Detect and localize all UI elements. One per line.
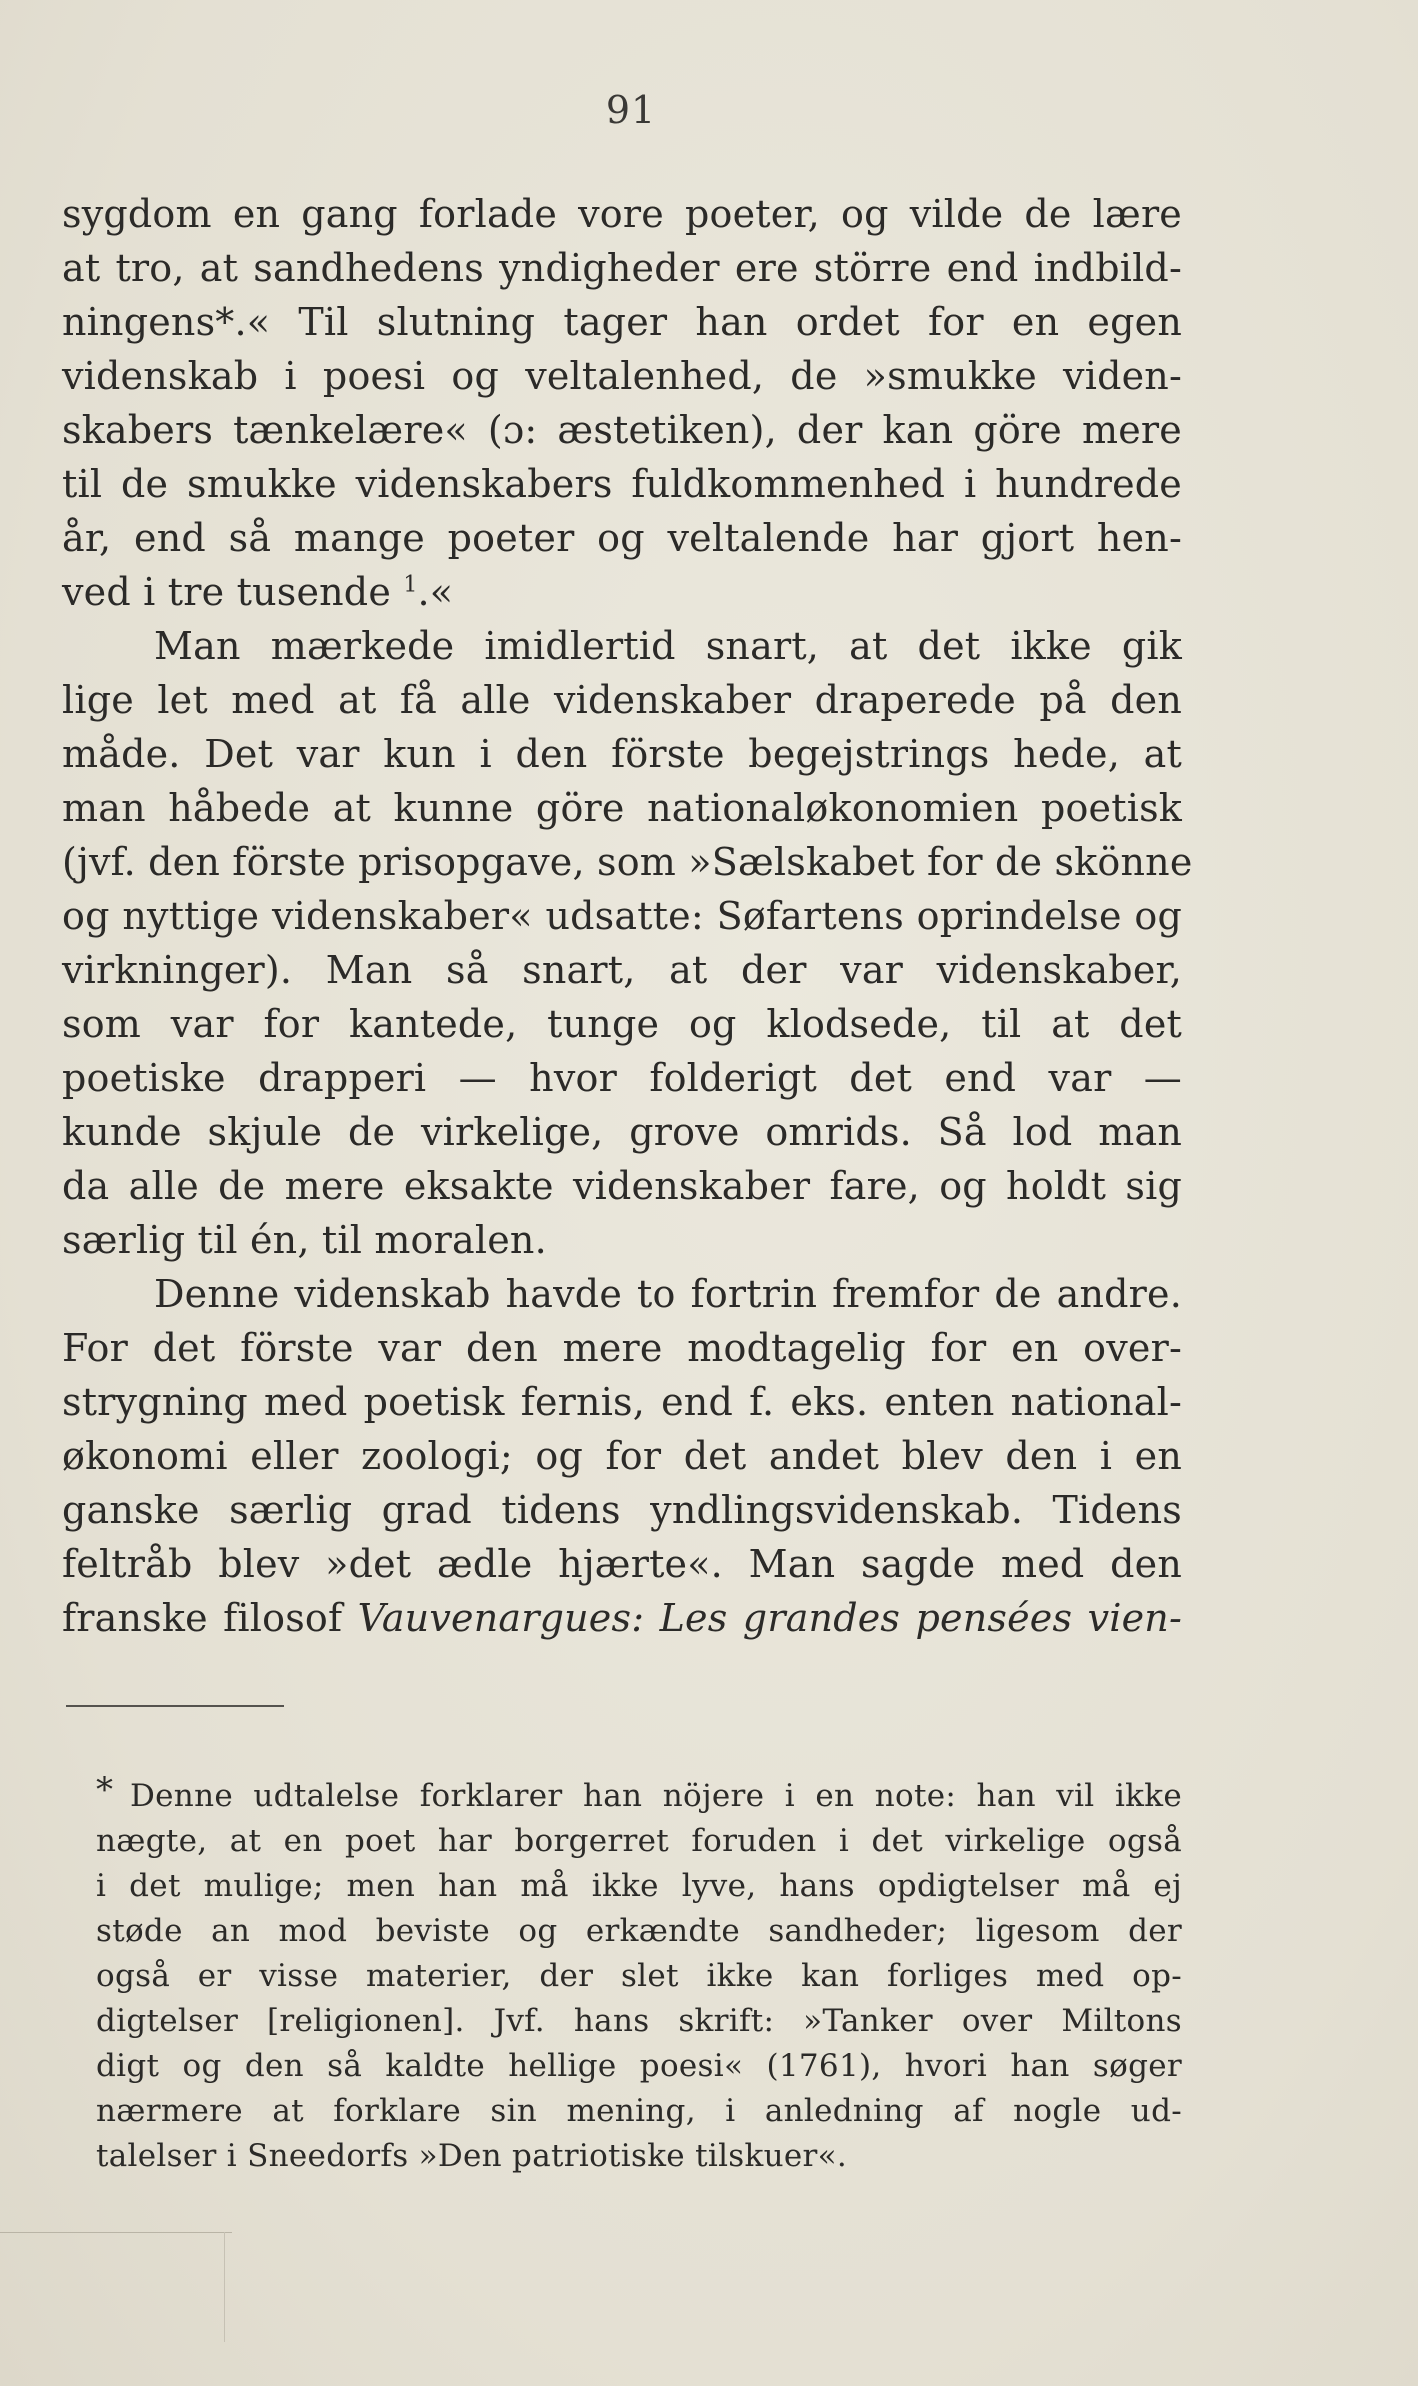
footnote-separator: [66, 1705, 284, 1707]
text-fragment: franske filosof: [62, 1596, 343, 1640]
text-line: [62, 1591, 1182, 1645]
text-line: til de smukke videnskabers fuldkommenhed i hundrede: [62, 462, 1182, 506]
footnote-line: også er visse materier, der slet ikke kan forliges med op-: [96, 1958, 1182, 1994]
footnote-line: støde an mod beviste og erkændte sandheder; ligesom der: [96, 1913, 1182, 1949]
text-line: lige let med at få alle videnskaber draperede på den: [62, 678, 1182, 722]
text-line: [62, 565, 1182, 619]
footnote-reference: 1: [403, 572, 418, 598]
paragraph-3: [62, 1267, 1182, 1645]
paragraph-2: [62, 619, 1193, 1267]
text-line: ganske særlig grad tidens yndlingsvidenskab. Tidens: [62, 1488, 1182, 1532]
text-line: sygdom en gang forlade vore poeter, og vilde de lære: [62, 192, 1182, 236]
text-line: skabers tænkelære« (ɔ: æstetiken), der kan göre mere: [62, 408, 1182, 452]
text-line: For det förste var den mere modtagelig for en over-: [62, 1326, 1182, 1370]
text-line: feltråb blev »det ædle hjærte«. Man sagde med den: [62, 1542, 1182, 1586]
text-line: da alle de mere eksakte videnskaber fare, og holdt sig: [62, 1164, 1182, 1208]
text-line: år, end så mange poeter og veltalende har gjort hen-: [62, 516, 1182, 560]
footnote-line: talelser i Sneedorfs »Den patriotiske tilskuer«.: [96, 2138, 848, 2174]
footnote-line: Denne udtalelse forklarer han nöjere i en note: han vil ikke: [130, 1778, 1182, 1814]
text-line: som var for kantede, tunge og klodsede, til at det: [62, 1002, 1182, 1046]
italic-quote: Vauvenargues: Les grandes pensées vien-: [357, 1596, 1183, 1640]
text-line: at tro, at sandhedens yndigheder ere större end indbild-: [62, 246, 1182, 290]
text-line: og nyttige videnskaber« udsatte: Søfartens oprindelse og: [62, 894, 1182, 938]
text-line: Man mærkede imidlertid snart, at det ikke gik: [154, 624, 1182, 668]
footnote-line: digtelser [religionen]. Jvf. hans skrift: »Tanker over Miltons: [96, 2003, 1182, 2039]
text-line: ningens*.« Til slutning tager han ordet for en egen: [62, 300, 1182, 344]
text-line: Denne videnskab havde to fortrin fremfor de andre.: [154, 1272, 1182, 1316]
page-edge-mark: [0, 2232, 232, 2233]
text-line: økonomi eller zoologi; og for det andet blev den i en: [62, 1434, 1182, 1478]
body-text: [62, 187, 1193, 1645]
footnote-line: digt og den så kaldte hellige poesi« (1761), hvori han søger: [96, 2048, 1182, 2084]
text-fragment: ved i tre tusende: [62, 570, 392, 614]
text-line: videnskab i poesi og veltalenhed, de »smukke viden-: [62, 354, 1182, 398]
footnote-line: nægte, at en poet har borgerret foruden i det virkelige også: [96, 1823, 1182, 1859]
text-fragment: .«: [417, 570, 454, 614]
footnote-line: nærmere at forklare sin mening, i anledning af nogle ud-: [96, 2093, 1182, 2129]
text-line: man håbede at kunne göre nationaløkonomien poetisk: [62, 786, 1182, 830]
text-line: virkninger). Man så snart, at der var videnskaber,: [62, 948, 1182, 992]
text-line: kunde skjule de virkelige, grove omrids. Så lod man: [62, 1110, 1182, 1154]
text-line: måde. Det var kun i den förste begejstrings hede, at: [62, 732, 1182, 776]
text-line: strygning med poetisk fernis, end f. eks. enten national-: [62, 1380, 1182, 1424]
footnote: [62, 1770, 1182, 2179]
footnote-marker: *: [96, 1770, 113, 1810]
text-line: (jvf. den förste prisopgave, som »Sælskabet for de skönne: [62, 840, 1193, 884]
text-line: særlig til én, til moralen.: [62, 1218, 547, 1262]
text-line: poetiske drapperi — hvor folderigt det end var —: [62, 1056, 1182, 1100]
page-number: 91: [605, 88, 657, 132]
page-edge-mark: [224, 2232, 225, 2342]
paragraph-1: [62, 187, 1182, 619]
footnote-line: i det mulige; men han må ikke lyve, hans opdigtelser må ej: [96, 1868, 1182, 1904]
